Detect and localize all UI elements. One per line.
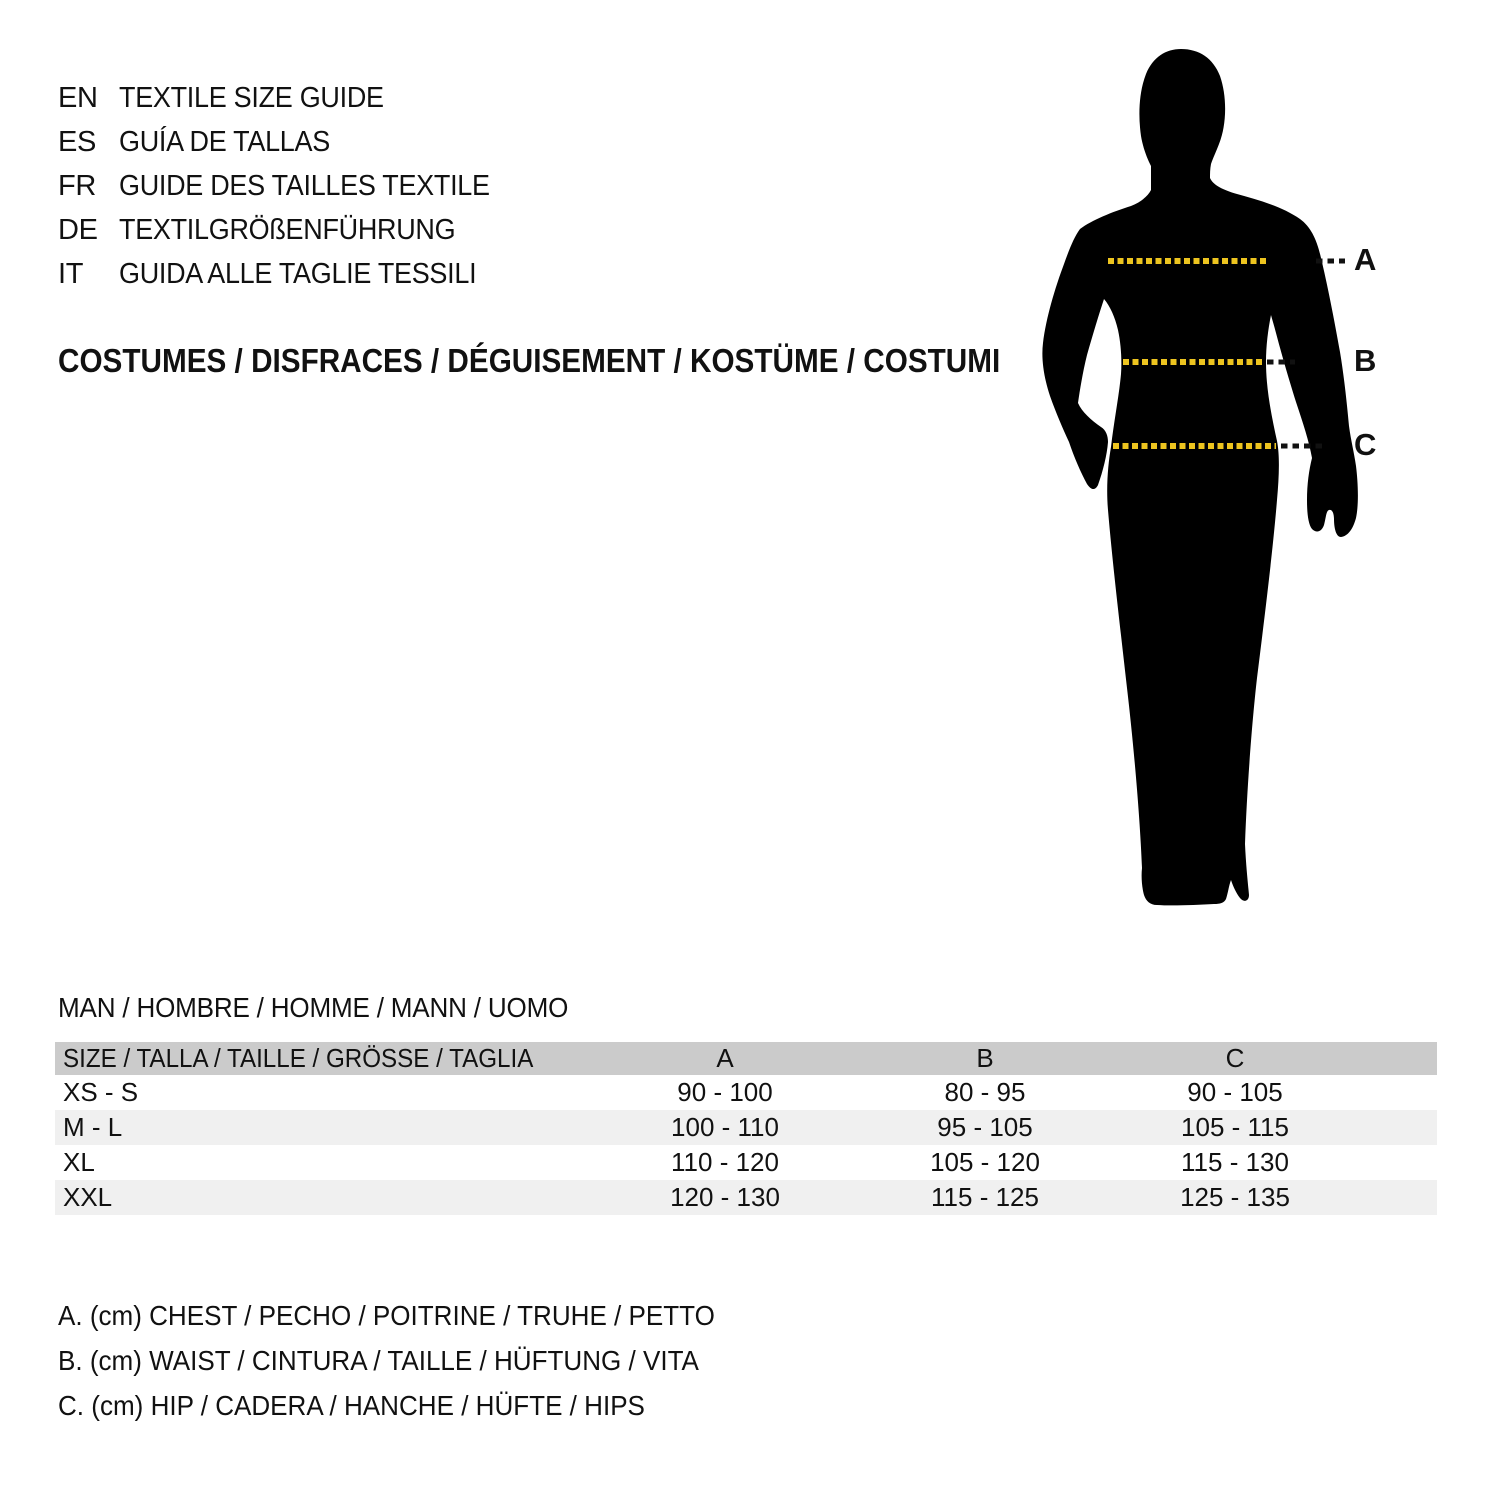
spacer-cell [1355,1145,1437,1180]
value-cell-a: 120 - 130 [670,1182,780,1212]
legend-text-hip: C. (cm) HIP / CADERA / HANCHE / HÜFTE / HIPS [58,1389,645,1421]
size-cell: XXL [63,1182,113,1212]
value-cell-c: 125 - 135 [1180,1182,1290,1212]
value-cell-a: 90 - 100 [677,1077,773,1107]
spacer-cell [1355,1110,1437,1145]
language-title: GUIDA ALLE TAGLIE TESSILI [119,257,477,290]
size-table-header-size-text: SIZE / TALLA / TAILLE / GRÖSSE / TAGLIA [63,1043,534,1073]
spacer-cell [1355,1180,1437,1215]
size-table-header-c: C [1225,1043,1245,1073]
language-title: TEXTILGRÖßENFÜHRUNG [119,213,456,246]
language-code: IT [58,257,84,290]
language-code: ES [58,125,97,158]
size-cell: XL [63,1147,95,1177]
table-row-xs-s [55,1075,1437,1110]
table-row-m-l [55,1110,1437,1145]
size-table-header-b: B [976,1043,994,1073]
legend-row-waist [58,1338,764,1383]
language-title: TEXTILE SIZE GUIDE [119,81,384,114]
legend-text-waist: B. (cm) WAIST / CINTURA / TAILLE / HÜFTUNG / VITA [58,1344,699,1376]
size-table [55,1042,1437,1215]
value-cell-c: 115 - 130 [1181,1147,1289,1177]
value-cell-c: 90 - 105 [1187,1077,1283,1107]
category-title-text: COSTUMES / DISFRACES / DÉGUISEMENT / KOSTÜME / COSTUMI [58,342,1001,379]
value-cell-b: 105 - 120 [930,1147,1040,1177]
value-cell-b: 95 - 105 [937,1112,1033,1142]
size-table-header-size [55,1042,595,1075]
man-silhouette [1042,49,1358,905]
measure-label-c: C [1354,427,1377,462]
section-title-text: MAN / HOMBRE / HOMME / MANN / UOMO [58,992,569,1023]
legend-row-hip [58,1383,764,1428]
value-cell-b: 80 - 95 [944,1077,1026,1107]
language-title: GUÍA DE TALLAS [119,125,330,158]
measure-label-b: B [1354,343,1377,378]
size-table-header-a: A [716,1043,734,1073]
size-cell: M - L [63,1112,123,1142]
category-title [58,342,1105,380]
measure-label-a: A [1354,242,1377,277]
section-title-man [58,992,607,1024]
legend-row-chest [58,1293,764,1338]
language-row-de [58,208,518,252]
language-row-en [58,76,518,120]
language-row-es [58,120,518,164]
measurement-legend [58,1293,764,1428]
value-cell-c: 105 - 115 [1181,1112,1289,1142]
language-code: FR [58,169,97,202]
language-title: GUIDE DES TAILLES TEXTILE [119,169,490,202]
language-list [58,76,518,296]
language-code: DE [58,213,98,246]
value-cell-a: 100 - 110 [671,1112,779,1142]
size-cell: XS - S [63,1077,139,1107]
man-silhouette-figure [1020,40,1400,915]
legend-text-chest: A. (cm) CHEST / PECHO / POITRINE / TRUHE / PETTO [58,1299,715,1331]
spacer-cell [1355,1075,1437,1110]
value-cell-a: 110 - 120 [671,1147,779,1177]
language-row-it [58,252,518,296]
language-code: EN [58,81,98,114]
size-table-header-spacer [1355,1042,1437,1075]
language-row-fr [58,164,518,208]
value-cell-b: 115 - 125 [931,1182,1039,1212]
table-row-xl [55,1145,1437,1180]
table-row-xxl [55,1180,1437,1215]
size-table-header-row [55,1042,1437,1075]
